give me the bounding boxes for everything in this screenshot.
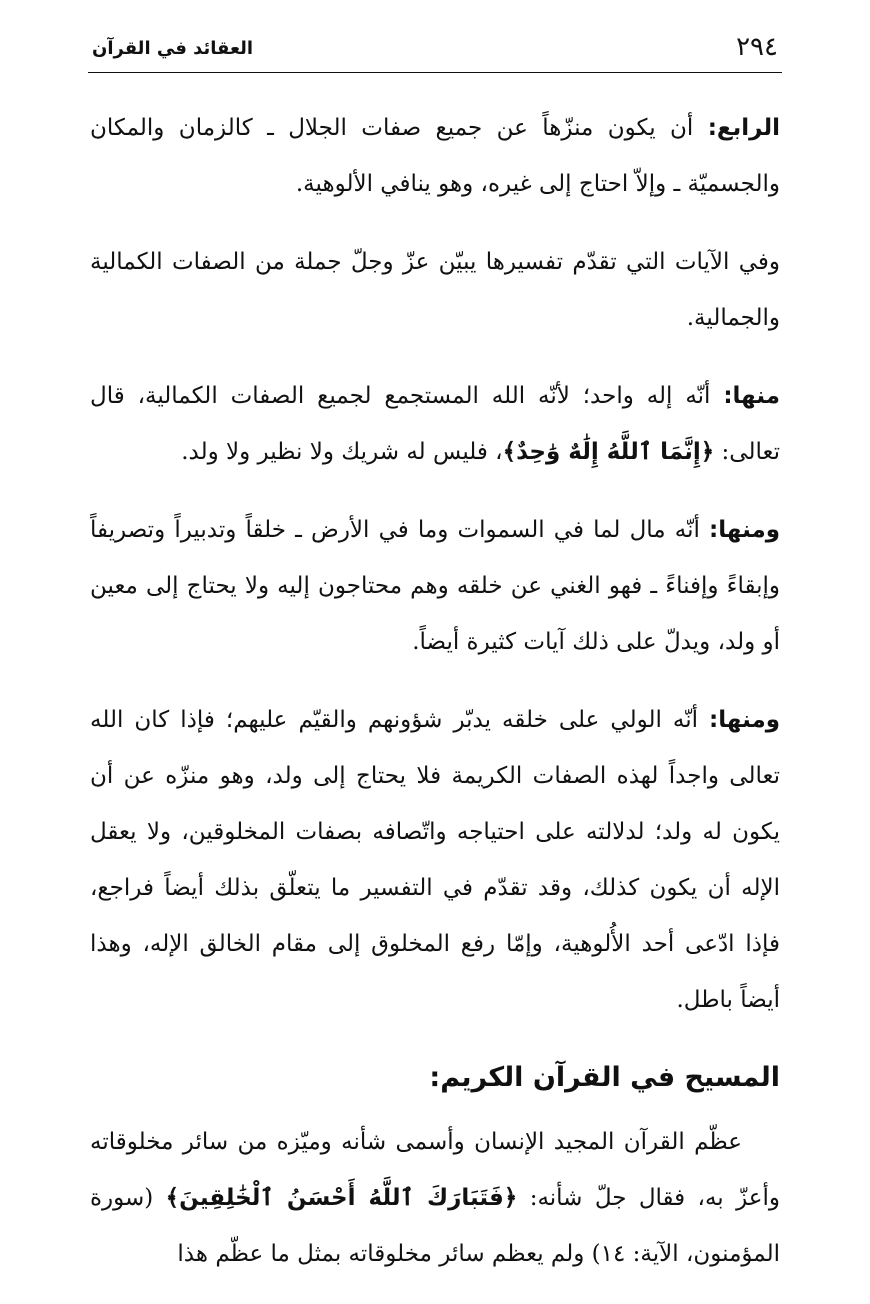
paragraph-text: وفي الآيات التي تقدّم تفسيرها يبيّن عزّ وجلّ جملة من الصفات الكمالية والجمالية. (90, 249, 780, 331)
page-number: ٢٩٤ (736, 32, 778, 62)
paragraph-lead: ومنها: (709, 517, 780, 543)
paragraph-text: عظّم القرآن المجيد الإنسان وأسمى شأنه وميّزه من سائر مخلوقاته وأعزّ به، فقال جلّ شأنه: (90, 1129, 780, 1211)
quran-verse: ﴿إِنَّمَا ٱللَّهُ إِلَٰهٌ وَٰحِدٌ﴾ (502, 439, 715, 465)
paragraph-text: أنّه الولي على خلقه يدبّر شؤونهم والقيّم عليهم؛ فإذا كان الله تعالى واجداً لهذه الصفات الكريمة فلا يحتاج إلى ولد، وهو منزّه عن أن يكون له ولد؛ لدلالته على احتياجه واتّصافه بصفات المخلوقين، ولا يعقل الإله أن يكون كذلك، وقد تقدّم في التفسير ما يتعلّق بذلك أيضاً فراجع، فإذا ادّعى أحد الأُلوهية، وإمّا رفع المخلوق إلى مقام الخالق الإله، وهذا أيضاً باطل. (90, 707, 780, 1013)
paragraph-lead: ومنها: (709, 707, 780, 733)
page-header (88, 28, 782, 72)
paragraph-messiah-intro (90, 1114, 780, 1282)
running-title: العقائد في القرآن (92, 38, 254, 59)
header-divider (88, 72, 782, 73)
section-heading: المسيح في القرآن الكريم: (429, 1062, 780, 1093)
paragraph-oneness (90, 368, 780, 480)
paragraph-text: أنّه مال لما في السموات وما في الأرض ـ خلقاً وتدبيراً وتصريفاً وإبقاءً وإفناءً ـ فهو الغني عن خلقه وهم محتاجون إليه ولا يحتاج إلى معين أو ولد، ويدلّ على ذلك آيات كثيرة أيضاً. (90, 517, 780, 655)
body-text (90, 100, 780, 1304)
paragraph-lead: منها: (723, 383, 780, 409)
paragraph-guardian (90, 692, 780, 1028)
paragraph-lead: الرابع: (707, 115, 780, 141)
paragraph-text: أنّه إله واحد؛ لأنّه الله المستجمع لجميع الصفات الكمالية، قال تعالى: (90, 383, 780, 465)
paragraph-text: ، فليس له شريك ولا نظير ولا ولد. (181, 439, 503, 465)
paragraph-text: (سورة المؤمنون، الآية: ١٤) ولم يعظم سائر مخلوقاته بمثل ما عظّم هذا (90, 1185, 780, 1267)
paragraph-fourth (90, 100, 780, 212)
paragraph-attributes-intro (90, 234, 780, 346)
paragraph-text: أن يكون منزّهاً عن جميع صفات الجلال ـ كالزمان والمكان والجسميّة ـ وإلاّ احتاج إلى غيره، وهو ينافي الألوهية. (90, 115, 780, 197)
paragraph-ownership (90, 502, 780, 670)
quran-verse: ﴿فَتَبَارَكَ ٱللَّهُ أَحْسَنُ ٱلْخَٰلِقِينَ﴾ (165, 1185, 518, 1211)
